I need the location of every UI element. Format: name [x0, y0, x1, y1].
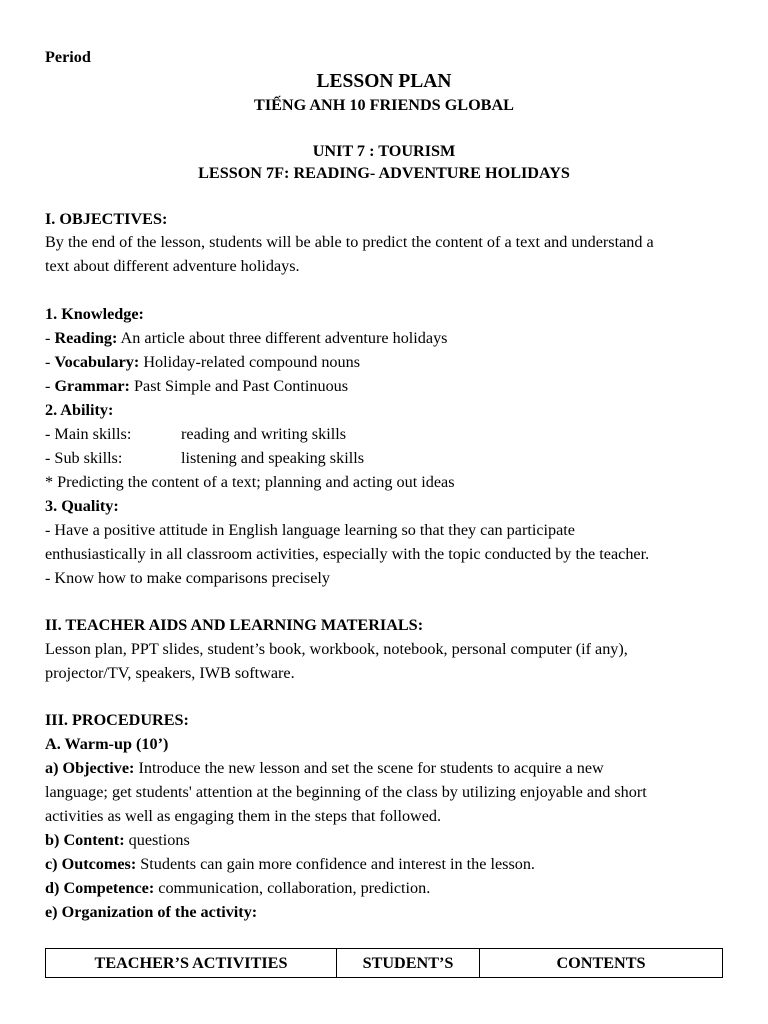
knowledge-section	[45, 302, 725, 590]
procedures-heading: III. PROCEDURES:	[45, 711, 189, 729]
objective-line	[45, 756, 725, 780]
knowledge-heading: 1. Knowledge:	[45, 305, 144, 323]
quality-line: enthusiastically in all classroom activities, especially with the topic conducted by the teacher.	[45, 545, 650, 563]
objectives-intro-line: By the end of the lesson, students will be able to predict the content of a text and understand a	[45, 233, 654, 251]
knowledge-item: - Grammar: Past Simple and Past Continuous	[45, 377, 349, 395]
objective-line: activities as well as engaging them in the steps that followed.	[45, 807, 442, 825]
objectives-intro	[45, 230, 725, 278]
objective-line: language; get students' attention at the beginning of the class by utilizing enjoyable and short	[45, 783, 647, 801]
objectives-heading: I. OBJECTIVES:	[45, 210, 168, 228]
lesson-title: LESSON 7F: READING- ADVENTURE HOLIDAYS	[198, 164, 570, 182]
procedures-section	[45, 708, 725, 924]
knowledge-item-label: Reading:	[54, 329, 118, 347]
materials-section	[45, 613, 725, 685]
column-header-teacher: TEACHER’S ACTIVITIES	[46, 949, 337, 978]
document-title: LESSON PLAN	[316, 71, 452, 92]
knowledge-item: - Vocabulary: Holiday-related compound nouns	[45, 353, 361, 371]
objectives-intro-line: text about different adventure holidays.	[45, 257, 300, 275]
main-skills-label: - Main skills:	[45, 425, 132, 443]
outcomes-label: c) Outcomes:	[45, 855, 137, 873]
quality-line: - Have a positive attitude in English language learning so that they can participate	[45, 521, 575, 539]
knowledge-item-text: Past Simple and Past Continuous	[129, 377, 349, 395]
competence-line	[45, 876, 725, 900]
ability-heading: 2. Ability:	[45, 401, 114, 419]
materials-line: projector/TV, speakers, IWB software.	[45, 664, 295, 682]
outcomes-text: Students can gain more confidence and interest in the lesson.	[136, 855, 535, 873]
competence-label: d) Competence:	[45, 879, 155, 897]
period-label: Period	[45, 48, 91, 66]
quality-line: - Know how to make comparisons precisely	[45, 569, 331, 587]
ability-note: * Predicting the content of a text; planning and acting out ideas	[45, 473, 455, 491]
knowledge-item-text: Holiday-related compound nouns	[139, 353, 361, 371]
organization-heading: e) Organization of the activity:	[45, 903, 258, 921]
table-header-row	[46, 949, 723, 978]
knowledge-item-label: Grammar:	[54, 377, 130, 395]
content-line	[45, 828, 725, 852]
content-label: b) Content:	[45, 831, 125, 849]
sub-skills-label: - Sub skills:	[45, 449, 123, 467]
column-header-contents: CONTENTS	[480, 949, 723, 978]
materials-heading: II. TEACHER AIDS AND LEARNING MATERIALS:	[45, 616, 424, 634]
knowledge-item-label: Vocabulary:	[54, 353, 140, 371]
activity-table	[45, 948, 723, 978]
main-skills-value: reading and writing skills	[181, 425, 346, 443]
warmup-heading: A. Warm-up (10’)	[45, 735, 169, 753]
objective-text: Introduce the new lesson and set the scene for students to acquire a new	[134, 759, 604, 777]
materials-line: Lesson plan, PPT slides, student’s book, workbook, notebook, personal computer (if any),	[45, 640, 628, 658]
objective-label: a) Objective:	[45, 759, 135, 777]
content-text: questions	[124, 831, 190, 849]
outcomes-line	[45, 852, 725, 876]
sub-skills-value: listening and speaking skills	[181, 449, 364, 467]
knowledge-item: - Reading: An article about three different adventure holidays	[45, 329, 448, 347]
unit-title: UNIT 7 : TOURISM	[312, 142, 456, 160]
document-subtitle: TIẾNG ANH 10 FRIENDS GLOBAL	[254, 96, 514, 114]
quality-heading: 3. Quality:	[45, 497, 119, 515]
main-skills-line	[45, 422, 725, 446]
column-header-student: STUDENT’S	[337, 949, 480, 978]
sub-skills-line	[45, 446, 725, 470]
competence-text: communication, collaboration, prediction.	[154, 879, 431, 897]
knowledge-item-text: An article about three different adventure holidays	[117, 329, 448, 347]
